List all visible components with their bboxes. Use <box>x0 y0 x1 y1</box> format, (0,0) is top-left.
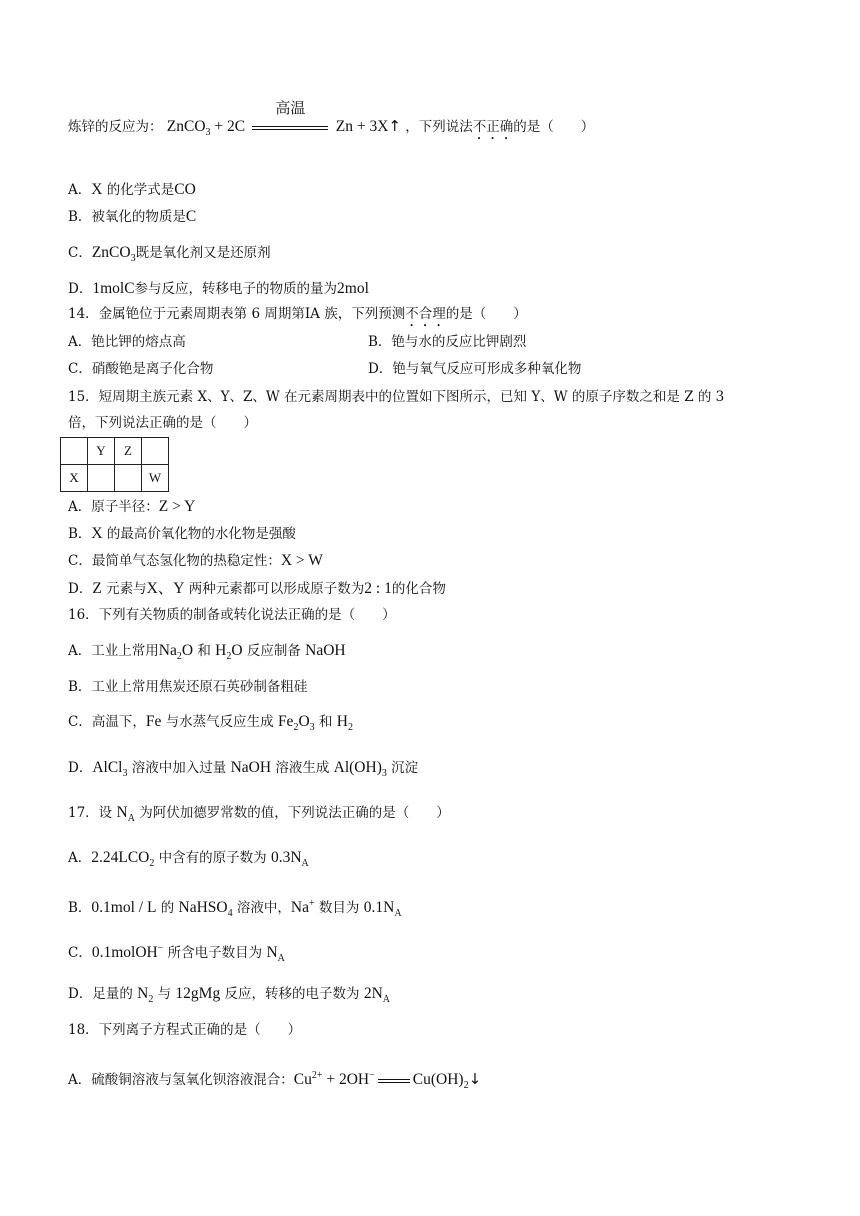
q17-option-c: C．0.1molOH− 所含电子数目为 $N_A$ <box>68 943 285 964</box>
q14-option-c: C．硝酸铯是离子化合物 <box>68 361 214 377</box>
grid-cell: W <box>142 465 169 492</box>
q14-emphasis: 不合理 <box>405 306 446 322</box>
q13-stem-mid: ，下列说法 <box>405 119 473 135</box>
q13-stem-end: 的是（ ） <box>513 119 595 135</box>
q13-eq-lhs: ZnCO$_3$ + 2C <box>166 118 246 138</box>
grid-cell <box>142 438 169 465</box>
grid-row <box>61 438 169 465</box>
q17-option-b: B．0.1mol / L 的 NaHSO$_4$ 溶液中，Na+ 数目为 $0.1N_A$ <box>68 898 402 919</box>
grid-row <box>61 465 169 492</box>
q13-stem-intro: 炼锌的反应为： <box>68 119 163 135</box>
q16-option-b: B．工业上常用焦炭还原石英砂制备粗硅 <box>68 679 308 695</box>
q13-stem <box>68 98 595 143</box>
q15-option-a: A．原子半径：Z > Y <box>68 498 196 515</box>
q14-option-a: A．铯比钾的熔点高 <box>68 334 186 350</box>
grid-cell: X <box>61 465 88 492</box>
grid-cell: Z <box>115 438 142 465</box>
q13-option-b: B．被氧化的物质是C <box>68 208 197 225</box>
q14-options-row2 <box>68 360 582 378</box>
q15-stem-line2: 倍，下列说法正确的是（ ） <box>68 415 257 431</box>
gas-arrow-icon: ↑ <box>388 117 401 135</box>
q15-option-c: C．最简单气态氢化物的热稳定性：X > W <box>68 552 323 569</box>
grid-cell <box>88 465 115 492</box>
equals-sign <box>377 1072 411 1090</box>
q13-option-a: A．X 的化学式是CO <box>68 181 196 198</box>
q18-option-a: A．硫酸铜溶液与氢氧化钡溶液混合：$Cu^{2+} + 2OH^-$ $Cu(OH)_2↓$ <box>68 1070 482 1091</box>
q18-stem: 18．下列离子方程式正确的是（ ） <box>68 1022 302 1038</box>
q16-option-a: A．工业上常用$Na_2O$ 和 $H_2O$ 反应制备 NaOH <box>68 642 346 662</box>
q14-options-row1 <box>68 333 527 351</box>
grid-cell <box>61 438 88 465</box>
q14-option-d: D．铯与氧气反应可形成多种氧化物 <box>368 361 582 377</box>
q13-reaction-condition <box>250 98 330 137</box>
q15-option-b: B．X 的最高价氧化物的水化物是强酸 <box>68 525 296 542</box>
periodic-table-fragment <box>60 437 169 492</box>
q13-option-d: D．1molC参与反应，转移电子的物质的量为2mol <box>68 280 369 297</box>
condition-label: 高温 <box>275 98 306 117</box>
q15-option-d: D．Z 元素与X、Y 两种元素都可以形成原子数为2 : 1的化合物 <box>68 580 446 597</box>
q17-stem: 17．设 $N_A$ 为阿伏加德罗常数的值，下列说法正确的是（ ） <box>68 804 450 824</box>
q17-option-a: A．$2.24LCO_2$ 中含有的原子数为 $0.3N_A$ <box>68 849 309 869</box>
q16-option-d: D．AlCl$_3$ 溶液中加入过量 NaOH 溶液生成 $Al(OH)_3$ 沉淀 <box>68 759 419 779</box>
q14-stem: 14．金属铯位于元素周期表第 6 周期第ⅠA 族，下列预测不合理的是（ ） <box>68 306 527 322</box>
q17-option-d: D．足量的 $N_2$ 与 12gMg 反应，转移的电子数为 $2N_A$ <box>68 985 390 1005</box>
q13-emphasis: 不正确 <box>472 119 514 135</box>
q13-option-c: C．ZnCO$_3$既是氧化剂又是还原剂 <box>68 244 271 264</box>
q13-eq-rhs: Zn + 3X <box>335 118 389 135</box>
q15-stem-line1: 15．短周期主族元素 X、Y、Z、W 在元素周期表中的位置如下图所示，已知 Y、W 的原子序数之和是 Z 的 3 <box>68 389 725 405</box>
grid-cell <box>115 465 142 492</box>
q14-option-b: B．铯与水的反应比钾剧烈 <box>368 334 527 350</box>
q16-stem: 16．下列有关物质的制备或转化说法正确的是（ ） <box>68 607 396 623</box>
precipitate-arrow-icon: ↓ <box>468 1070 482 1088</box>
q16-option-c: C．高温下，Fe 与水蒸气反应生成 $Fe_2O_3$ 和 $H_2$ <box>68 713 353 733</box>
grid-cell: Y <box>88 438 115 465</box>
